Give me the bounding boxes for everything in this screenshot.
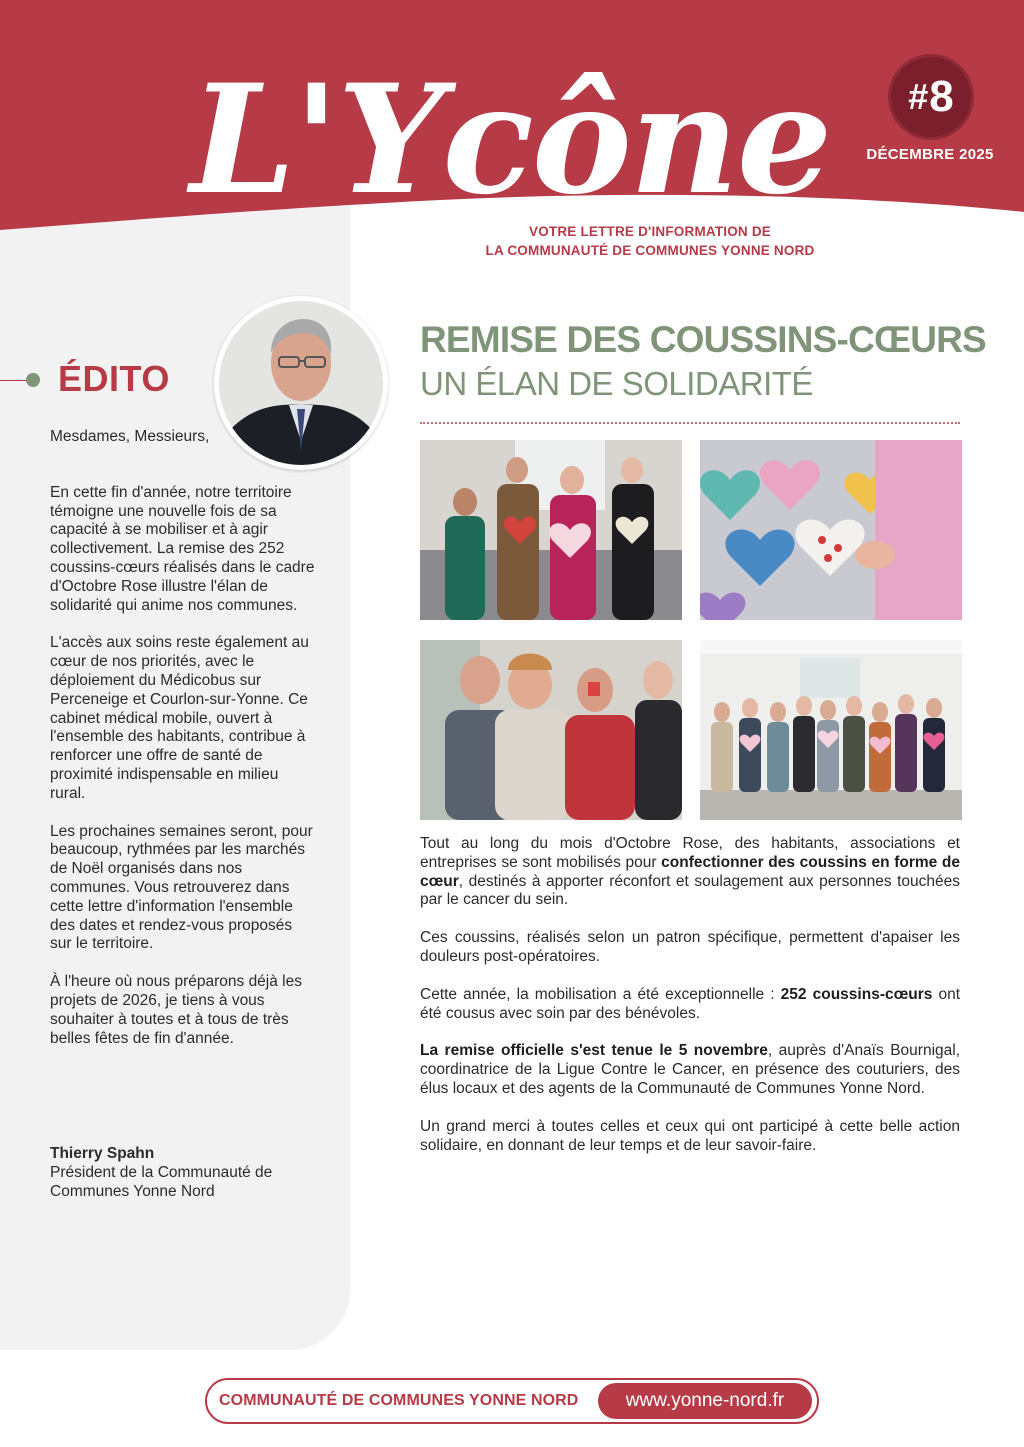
article-subtitle: UN ÉLAN DE SOLIDARITÉ [420, 365, 813, 402]
edito-rule [0, 380, 28, 381]
article-paragraph [420, 835, 960, 910]
subtitle-line-1: VOTRE LETTRE D'INFORMATION DE [528, 224, 771, 239]
signature-role: Président de la Communauté de Communes Yonne Nord [50, 1164, 273, 1200]
article-body [420, 835, 960, 1174]
p3-end: ont été cousus avec soin par des bénévoles. [420, 985, 960, 1022]
header-subtitle [440, 222, 860, 260]
issue-number: 8 [929, 72, 954, 121]
photo-group-hearts [420, 440, 682, 620]
p3-start: Cette année, la mobilisation a été exceptionnelle : [420, 985, 781, 1003]
p4-end: , auprès d'Anaïs Bournigal, coordinatrice de la Ligue Contre le Cancer, en présence des couturiers, des élus locaux et des agents de la Communauté de Communes Yonne Nord. [420, 1042, 960, 1097]
edito-paragraph: Les prochaines semaines seront, pour beaucoup, rythmées par les marchés de Noël organisés dans nos communes. Vous retrouverez dans cette lettre d'information l'ensemble des dates et rendez-vous proposés sur le territoire. [50, 822, 313, 953]
edito-bullet [26, 373, 40, 387]
edito-signature [50, 1144, 320, 1201]
photo-reception [420, 640, 682, 820]
article-paragraph: Un grand merci à toutes celles et ceux qui ont participé à cette belle action solidaire, en donnant de leur temps et de leur savoir-faire. [420, 1117, 960, 1154]
article-paragraph [420, 986, 960, 1024]
photo-heart-cushions [700, 440, 962, 620]
masthead-title: L'Ycône [190, 52, 831, 228]
p1-bold: confectionner des coussins en forme de cœur [420, 853, 960, 890]
footer-organisation: COMMUNAUTÉ DE COMMUNES YONNE NORD [219, 1392, 579, 1409]
issue-date: DÉCEMBRE 2025 [866, 146, 994, 163]
subtitle-line-2: LA COMMUNAUTÉ DE COMMUNES YONNE NORD [485, 243, 815, 258]
article-title: REMISE DES COUSSINS-CŒURS [420, 319, 986, 360]
article-divider [420, 422, 960, 424]
edito-salutation: Mesdames, Messieurs, [50, 428, 210, 445]
article-paragraph: Ces coussins, réalisés selon un patron spécifique, permettent d'apaiser les douleurs post-opératoires. [420, 929, 960, 965]
p1-start: Tout au long du mois d'Octobre Rose, des habitants, associations et entreprises se sont mobilisés pour [420, 835, 960, 871]
issue-badge [888, 54, 974, 140]
p4-bold: La remise officielle s'est tenue le 5 novembre [420, 1042, 768, 1060]
edito-paragraph: En cette fin d'année, notre territoire témoigne une nouvelle fois de sa capacité à se mobiliser et à agir collectivement. La remise des 252 coussins-cœurs réalisés dans le cadre d'Octobre Rose illustre l'élan de solidarité qui anime nos communes. [50, 483, 315, 614]
p1-end: , destinés à apporter réconfort et soulagement aux personnes touchées par le cancer du sein. [420, 872, 960, 909]
edito-title: ÉDITO [58, 358, 170, 399]
edito-text [50, 428, 315, 1067]
p3-bold: 252 coussins-cœurs [780, 985, 933, 1003]
photo-group-volunteers [700, 640, 962, 820]
issue-hash: # [908, 76, 929, 117]
footer-website-link[interactable]: www.yonne-nord.fr [598, 1383, 812, 1419]
edito-paragraph: L'accès aux soins reste également au cœur de nos priorités, avec le déploiement du Médicobus sur Perceneige et Courlon-sur-Yonne. Ce cabinet médical mobile, ouvert à l'ensemble des habitants, contribue à renforcer une offre de santé de proximité indispensable en milieu rural. [50, 634, 309, 802]
article-paragraph [420, 1042, 960, 1098]
signature-name: Thierry Spahn [50, 1145, 155, 1162]
edito-paragraph: À l'heure où nous préparons déjà les projets de 2026, je tiens à vous souhaiter à toutes et à tous de très belles fêtes de fin d'année. [50, 973, 302, 1047]
